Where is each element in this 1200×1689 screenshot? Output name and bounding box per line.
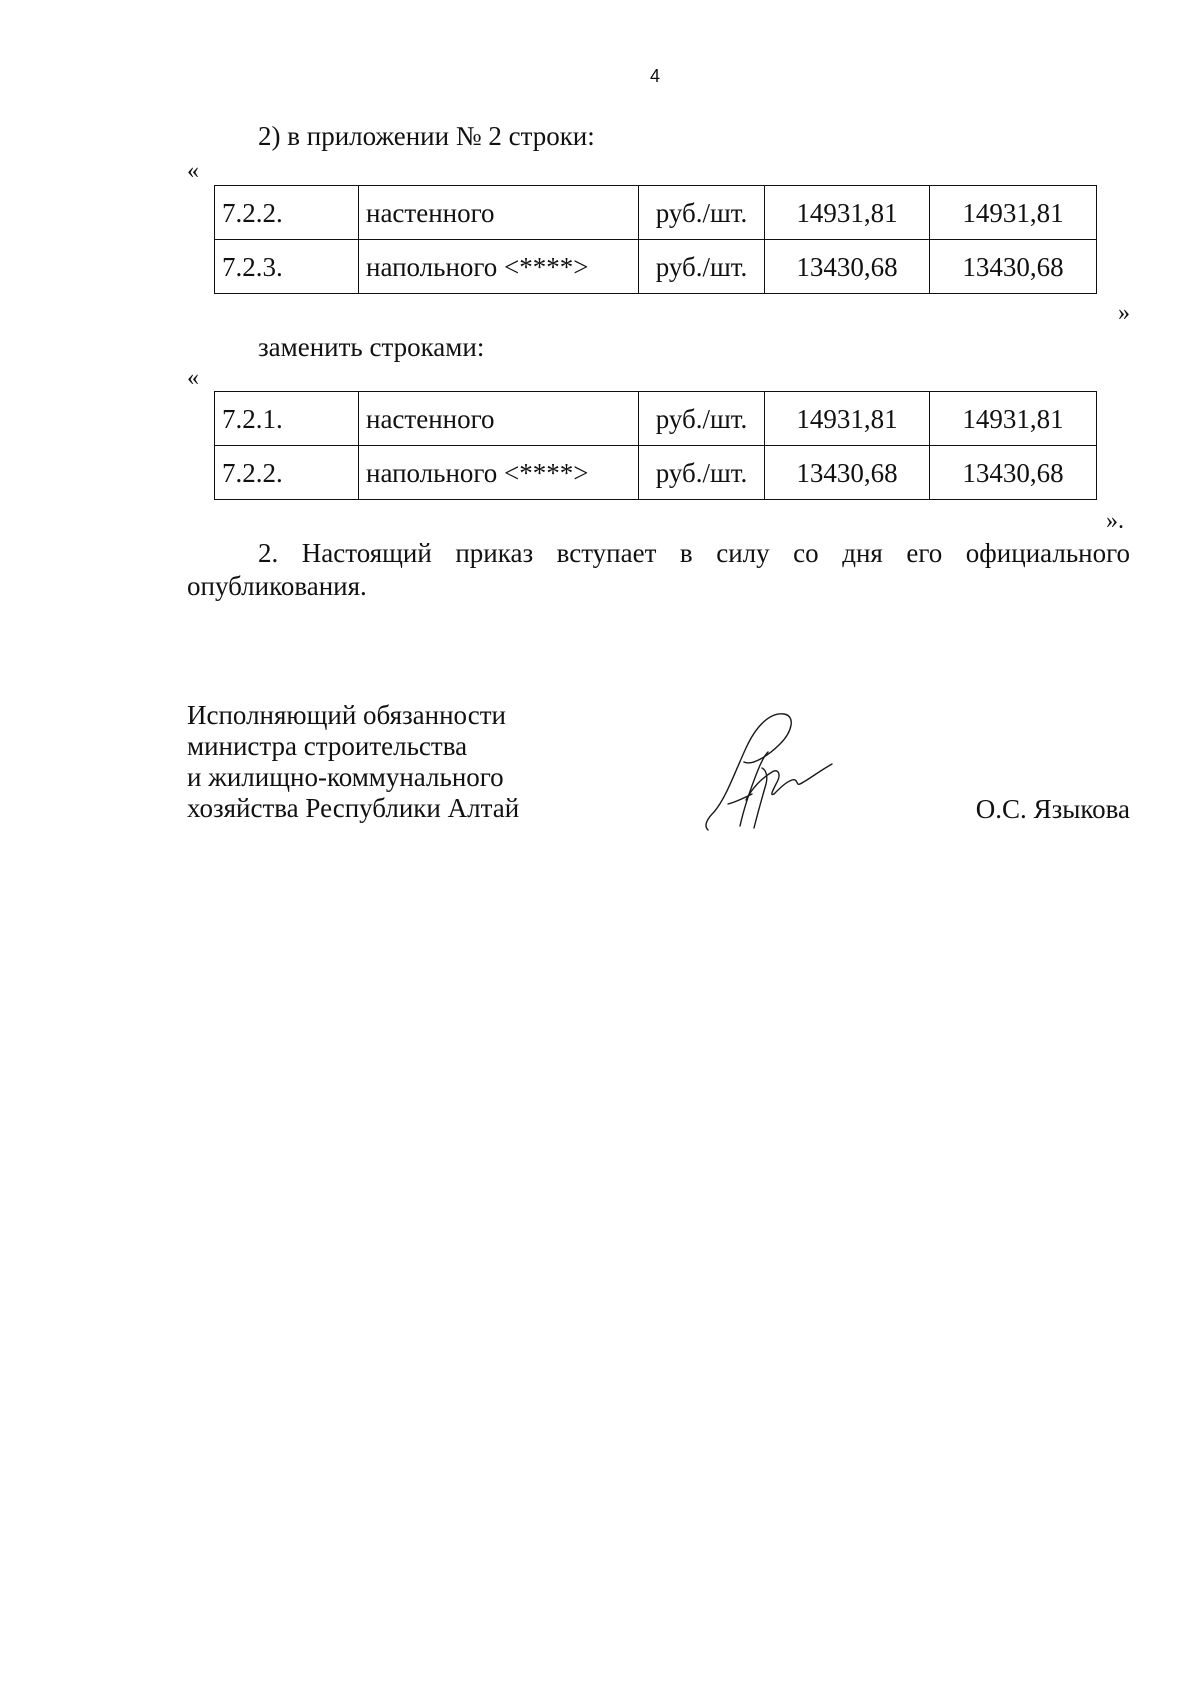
replace-label: заменить строками: <box>258 332 485 362</box>
table-cell-unit: руб./шт. <box>639 392 765 446</box>
table-cell-value: 13430,68 <box>930 240 1097 294</box>
table-cell-name: настенного <box>359 392 639 446</box>
signatory-title-line: и жилищно-коммунального <box>187 762 504 792</box>
table-row <box>215 240 1097 294</box>
table-row <box>215 186 1097 240</box>
closing-quote: » <box>1118 300 1130 326</box>
table-row <box>215 392 1097 446</box>
opening-quote: « <box>187 158 199 184</box>
table-cell-code: 7.2.1. <box>215 392 359 446</box>
paragraph-line: 2. Настоящий приказ вступает в силу со дня его официального <box>258 538 1130 568</box>
handwritten-signature <box>700 708 835 836</box>
table-row <box>215 446 1097 500</box>
table-cell-name: напольного <****> <box>359 446 639 500</box>
table-cell-unit: руб./шт. <box>639 446 765 500</box>
table-cell-value: 13430,68 <box>765 446 930 500</box>
signatory-title-line: хозяйства Республики Алтай <box>187 793 520 823</box>
table-cell-value: 13430,68 <box>930 446 1097 500</box>
opening-quote: « <box>187 365 199 391</box>
table-cell-code: 7.2.2. <box>215 446 359 500</box>
paragraph-line: опубликования. <box>187 571 367 601</box>
table-cell-value: 14931,81 <box>765 186 930 240</box>
new-rows-table <box>214 391 1097 500</box>
table-cell-value: 14931,81 <box>930 392 1097 446</box>
table-cell-value: 13430,68 <box>765 240 930 294</box>
old-rows-table <box>214 185 1097 294</box>
table-cell-code: 7.2.3. <box>215 240 359 294</box>
table-cell-unit: руб./шт. <box>639 240 765 294</box>
signatory-title <box>187 700 519 824</box>
table-cell-code: 7.2.2. <box>215 186 359 240</box>
table-cell-value: 14931,81 <box>765 392 930 446</box>
table-cell-value: 14931,81 <box>930 186 1097 240</box>
intro-text: 2) в приложении № 2 строки: <box>258 121 595 151</box>
page-number: 4 <box>650 66 661 86</box>
table-cell-name: настенного <box>359 186 639 240</box>
closing-quote-final: ». <box>1106 508 1124 534</box>
signatory-name: О.С. Языкова <box>975 794 1130 824</box>
table-cell-unit: руб./шт. <box>639 186 765 240</box>
table-cell-name: напольного <****> <box>359 240 639 294</box>
signatory-title-line: Исполняющий обязанности <box>187 700 506 730</box>
signatory-title-line: министра строительства <box>187 731 468 761</box>
